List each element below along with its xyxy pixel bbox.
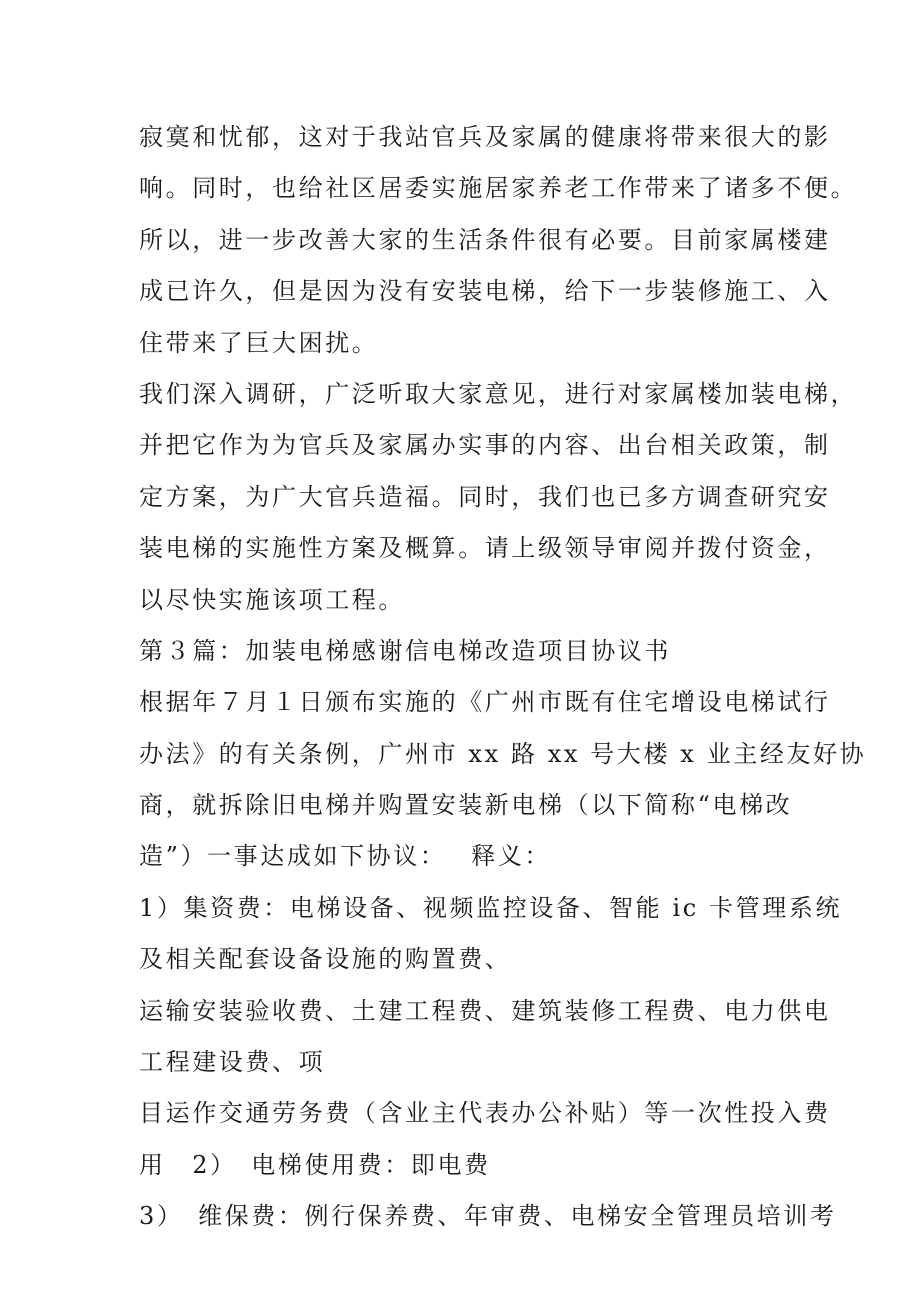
- list-item: 3） 维保费：例行保养费、年审费、电梯安全管理员培训考: [139, 1202, 837, 1231]
- section-heading: 第３篇：加装电梯感谢信电梯改造项目协议书: [139, 636, 671, 665]
- list-item: 用 2） 电梯使用费：即电费: [139, 1150, 491, 1179]
- text-line: 目运作交通劳务费（含业主代表办公补贴）等一次性投入费: [139, 1099, 831, 1128]
- text-line: 办法》的有关条例，广州市 xx 路 xx 号大楼 x 业主经友好协: [139, 739, 867, 768]
- text-line: 造”）一事达成如下协议： 释义：: [139, 842, 552, 871]
- text-line: 以尽快实施该项工程。: [139, 585, 405, 614]
- text-line: 住带来了巨大困扰。: [139, 328, 379, 357]
- text-line: 运输安装验收费、土建工程费、建筑装修工程费、电力供电: [139, 996, 831, 1025]
- text-line: 商，就拆除旧电梯并购置安装新电梯（以下简称“电梯改: [139, 791, 793, 820]
- text-line: 寂寞和忧郁，这对于我站官兵及家属的健康将带来很大的影: [139, 123, 831, 151]
- text-line: 响。同时，也给社区居委实施居家养老工作带来了诸多不便。: [139, 174, 858, 203]
- text-line: 装电梯的实施性方案及概算。请上级领导审阅并拨付资金，: [139, 534, 831, 563]
- text-line: 定方案，为广大官兵造福。同时，我们也已多方调查研究安: [139, 482, 831, 511]
- text-line: 根据年７月１日颁布实施的《广州市既有住宅增设电梯试行: [139, 688, 831, 717]
- text-line: 及相关配套设备设施的购置费、: [139, 945, 512, 974]
- text-line: 我们深入调研，广泛听取大家意见，进行对家属楼加装电梯，: [139, 379, 858, 408]
- list-item: 1）集资费：电梯设备、视频监控设备、智能 ic 卡管理系统: [139, 893, 843, 922]
- text-line: 成已许久，但是因为没有安装电梯，给下一步装修施工、入: [139, 277, 831, 306]
- document-body: [139, 112, 867, 1243]
- text-line: 工程建设费、项: [139, 1048, 326, 1077]
- text-line: 所以，进一步改善大家的生活条件很有必要。目前家属楼建: [139, 225, 831, 254]
- text-line: 并把它作为为官兵及家属办实事的内容、出台相关政策，制: [139, 431, 831, 460]
